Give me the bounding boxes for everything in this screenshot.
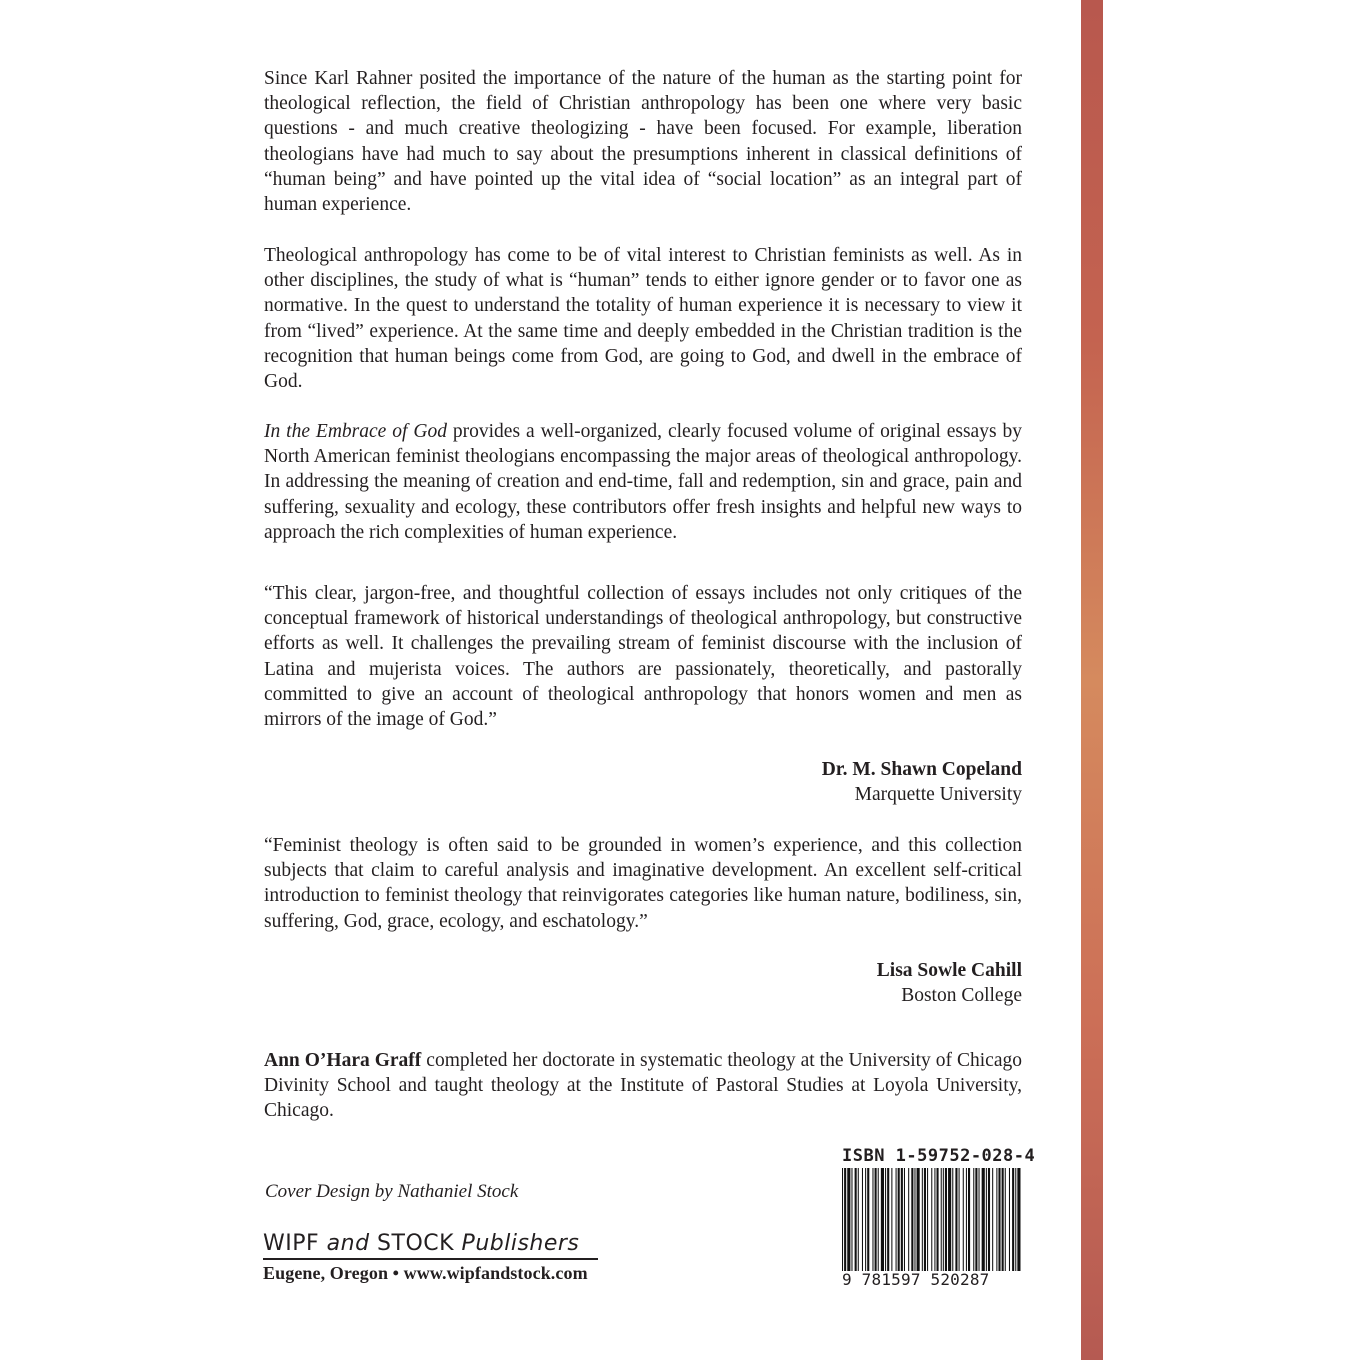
barcode-bar <box>992 1168 993 1271</box>
author-bio <box>264 1048 1022 1124</box>
barcode-bar <box>898 1168 900 1271</box>
barcode-bar <box>891 1168 892 1271</box>
barcode-bar <box>887 1168 889 1271</box>
barcode-bar <box>881 1168 884 1271</box>
barcode-bar <box>948 1168 951 1271</box>
barcode-bar <box>1015 1168 1016 1271</box>
barcode-digits: 9 781597 520287 <box>842 1270 990 1289</box>
isbn-barcode <box>842 1168 1022 1271</box>
barcode-bar <box>917 1168 920 1271</box>
barcode-bar <box>998 1168 1000 1271</box>
barcode-bar <box>904 1168 905 1271</box>
publisher-location: Eugene, Oregon • www.wipfandstock.com <box>263 1263 588 1283</box>
barcode-bar <box>963 1168 964 1271</box>
barcode-bar <box>844 1168 846 1271</box>
barcode-bar <box>973 1168 974 1271</box>
barcode-bar <box>996 1168 997 1271</box>
barcode-bar <box>945 1168 947 1271</box>
cover-design-credit: Cover Design by Nathaniel Stock <box>265 1181 519 1202</box>
publisher-name-and: and <box>326 1231 370 1256</box>
barcode-bar <box>982 1168 985 1271</box>
endorser-institution: Marquette University <box>854 784 1022 806</box>
barcode-bar <box>934 1168 935 1271</box>
barcode-bar <box>842 1168 843 1271</box>
publisher-name-publishers: Publishers <box>461 1231 580 1256</box>
barcode-bar <box>862 1168 863 1271</box>
isbn-label: ISBN 1-59752-028-4 <box>842 1146 1036 1166</box>
barcode-bar <box>955 1168 957 1271</box>
description-paragraph-3-text: provides a well-organized, clearly focused volume of original essays by North American feminist theologians encompassing the major areas of theological anthropology. In addressing the meaning of creation and end-time, fall and redemption, sin and grace, pain and suffering, sexuality and ecology, these contributors offer fresh insights and helpful new ways to approach the rich complexities of human experience. <box>264 421 1022 543</box>
barcode-bar <box>959 1168 960 1271</box>
book-title: In the Embrace of God <box>264 421 447 442</box>
endorser-name: Dr. M. Shawn Copeland <box>821 759 1022 780</box>
barcode-bar <box>865 1168 866 1271</box>
endorser-name: Lisa Sowle Cahill <box>876 960 1022 981</box>
barcode-bar <box>908 1168 909 1271</box>
endorser-institution: Boston College <box>901 985 1022 1007</box>
barcode-bar <box>1005 1168 1006 1271</box>
description-paragraph-3 <box>264 419 1022 545</box>
barcode-bar <box>914 1168 915 1271</box>
barcode-bar <box>927 1168 928 1271</box>
publisher-name-part: WIPF <box>263 1231 327 1256</box>
barcode-bar <box>941 1168 942 1271</box>
barcode-bar <box>855 1168 857 1271</box>
barcode-bar <box>878 1168 879 1271</box>
endorsement-quote-1: “This clear, jargon-free, and thoughtful collection of essays includes not only critiques of the conceptual framework of historical understandings of theological anthropology, but constructive efforts as well. It challenges the prevailing stream of feminist discourse with the inclusion of Latina and mujerista voices. The authors are passionately, theoretically, and pastorally committed to give an account of theological anthropology that honors women and men as mirrors of the image of God.” <box>264 583 1022 731</box>
barcode-bar <box>847 1168 850 1271</box>
barcode-bar <box>1002 1168 1004 1271</box>
barcode-bar <box>875 1168 877 1271</box>
barcode-bar <box>1009 1168 1010 1271</box>
barcode-bar <box>901 1168 903 1271</box>
publisher-logo <box>263 1231 598 1260</box>
endorsement-attribution-1 <box>622 757 1022 807</box>
barcode-bar <box>968 1168 970 1271</box>
endorsement-quote-2: “Feminist theology is often said to be grounded in women’s experience, and this collection subjects that claim to careful analysis and imaginative development. An excellent self-critical introduction to feminist theology that reinvigorates categories like human nature, bodiliness, sin, suffering, God, grace, ecology, and eschatology.” <box>264 835 1022 932</box>
barcode-bar <box>851 1168 852 1271</box>
barcode-bar <box>922 1168 923 1271</box>
author-name: Ann O’Hara Graff <box>264 1050 422 1071</box>
barcode-bar <box>858 1168 859 1271</box>
barcode-bar <box>1017 1168 1020 1271</box>
barcode-bar <box>867 1168 869 1271</box>
book-spine-strip <box>1081 0 1103 1360</box>
barcode-bar <box>952 1168 953 1271</box>
barcode-bar <box>896 1168 897 1271</box>
publisher-name-part: STOCK <box>369 1231 462 1256</box>
barcode-bar <box>931 1168 932 1271</box>
barcode-bar <box>988 1168 990 1271</box>
barcode-bar <box>966 1168 967 1271</box>
description-paragraph-2: Theological anthropology has come to be of vital interest to Christian feminists as well. As in other disciplines, the study of what is “human” tends to either ignore gender or to favor one as normative. In the quest to understand the totality of human experience it is necessary to view it from “lived” experience. At the same time and deeply embedded in the Christian tradition is the recognition that human beings come from God, are going to God, and dwell in the embrace of God. <box>264 245 1022 393</box>
barcode-bar <box>1012 1168 1014 1271</box>
barcode-bar <box>885 1168 886 1271</box>
publisher-underline <box>263 1258 598 1260</box>
author-bio-text: completed her doctorate in systematic theology at the University of Chicago Divinity School and taught theology at the Institute of Pastoral Studies at Loyola University, Chicago. <box>264 1050 1022 1122</box>
description-paragraph-1: Since Karl Rahner posited the importance of the nature of the human as the starting point for theological reflection, the field of Christian anthropology has been one where very basic questions - and much creative theologizing - have been focused. For example, liberation theologians have had much to say about the presumptions inherent in classical definitions of “human being” and have pointed up the vital idea of “social location” as an integral part of human experience. <box>264 68 1022 216</box>
barcode-bar <box>872 1168 873 1271</box>
barcode-bar <box>943 1168 944 1271</box>
barcode-bar <box>975 1168 977 1271</box>
barcode-bar <box>937 1168 939 1271</box>
barcode-bar <box>924 1168 926 1271</box>
barcode-bar <box>986 1168 987 1271</box>
endorsement-attribution-2 <box>622 958 1022 1008</box>
barcode-bar <box>911 1168 913 1271</box>
barcode-bar <box>979 1168 980 1271</box>
